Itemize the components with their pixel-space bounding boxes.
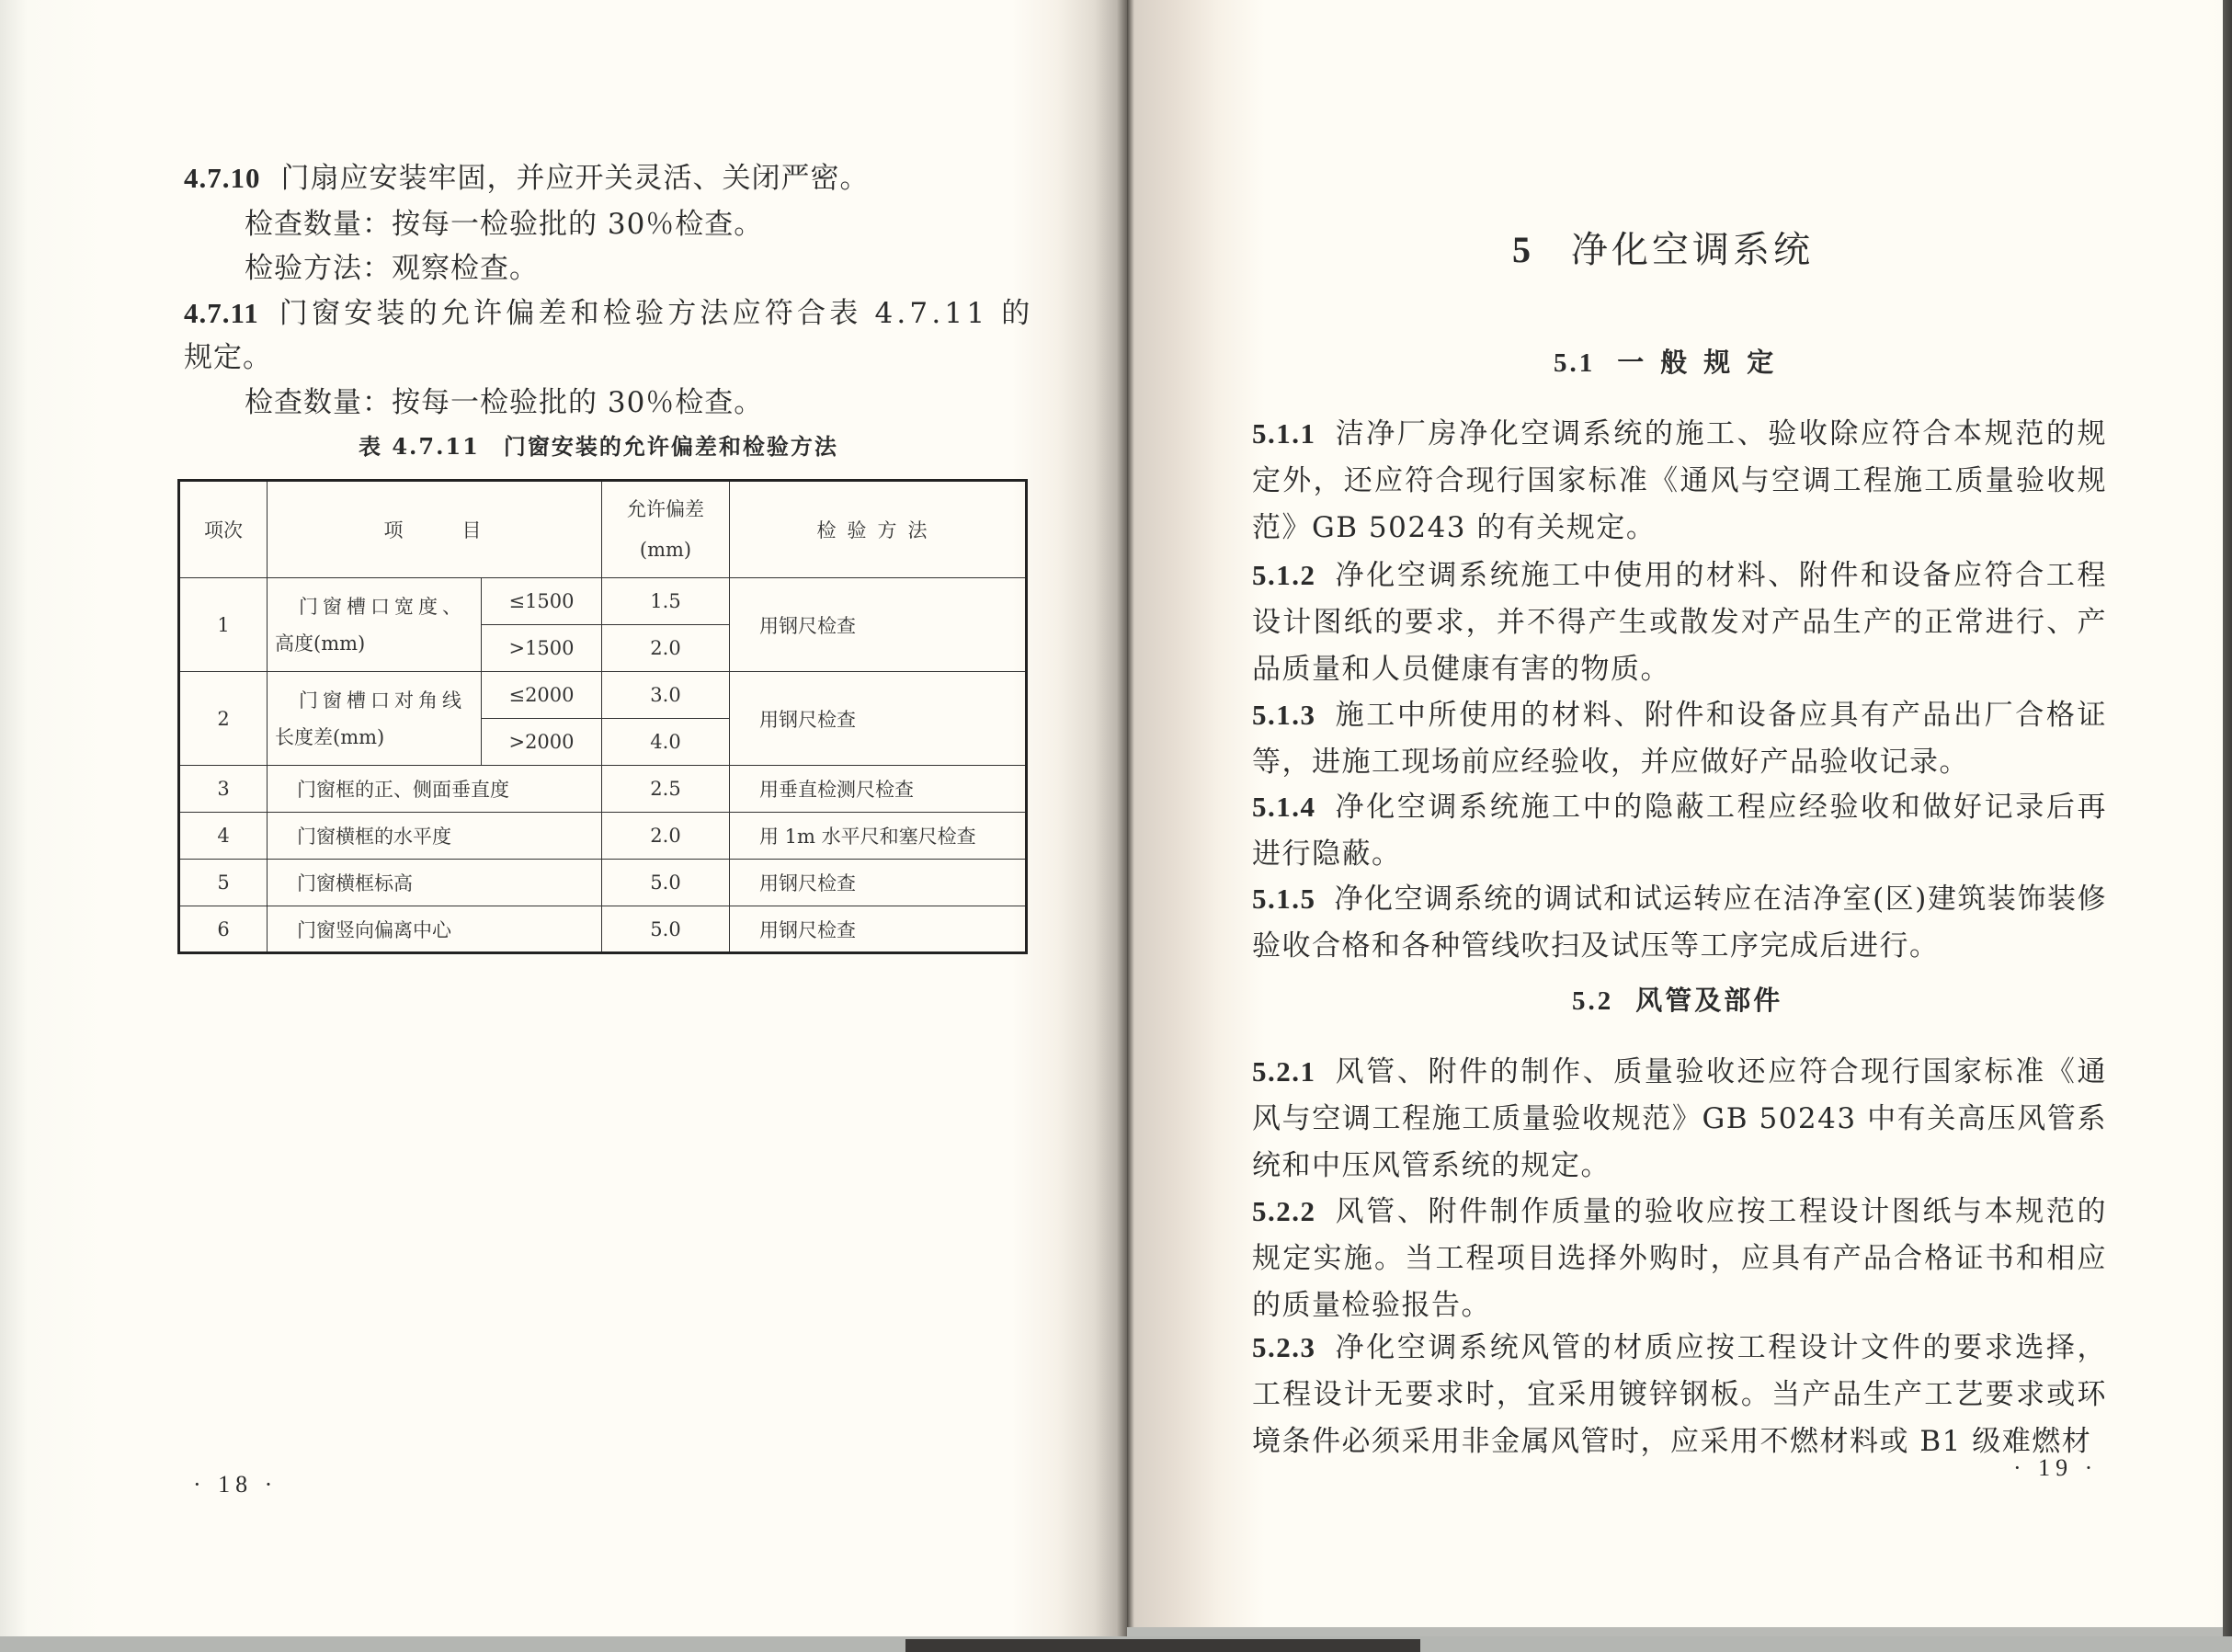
header-tolerance [602, 481, 730, 578]
header-item-b: 目 [461, 519, 485, 541]
table-row [179, 813, 1027, 860]
clause-text: 施工中所使用的材料、附件和设备应具有产品出厂合格证等，进施工现场前应经验收，并应做好产品验收记录。 [1252, 699, 2107, 779]
clause-4-7-10 [184, 156, 870, 200]
clause-text: 风管、附件的制作、质量验收还应符合现行国家标准《通风与空调工程施工质量验收规范》GB 50243 中有关高压风管系统和中压风管系统的规定。 [1252, 1055, 2107, 1182]
row-method: 用钢尺检查 [730, 578, 1027, 672]
row-method: 用垂直检测尺检查 [730, 766, 1027, 813]
clause-number: 5.1.1 [1252, 417, 1316, 450]
clause-text: 净化空调系统的调试和试运转应在洁净室(区)建筑装饰装修验收合格和各种管线吹扫及试压等工序完成后进行。 [1252, 883, 2107, 963]
page-number-value: 18 [218, 1471, 254, 1498]
clause-text: 门扇应安装牢固，并应开关灵活、关闭严密。 [280, 162, 870, 195]
row-item-line1: 门窗槽口宽度、 [299, 595, 466, 618]
row-tolerance: 2.5 [602, 766, 730, 813]
clause-text: 风管、附件制作质量的验收应按工程设计图纸与本规范的规定实施。当工程项目选择外购时，应具有产品合格证书和相应的质量检验报告。 [1252, 1195, 2107, 1322]
row-no: 1 [179, 578, 268, 672]
clause-number: 5.1.3 [1252, 699, 1316, 731]
row-no: 5 [179, 860, 268, 906]
row-method: 用 1m 水平尺和塞尺检查 [730, 813, 1027, 860]
clause-number: 5.1.5 [1252, 883, 1316, 915]
row-tolerance: 2.0 [602, 625, 730, 672]
clause-number: 5.1.2 [1252, 559, 1316, 591]
header-item-a: 项 [383, 519, 407, 541]
table-row [179, 672, 1027, 719]
chapter-number: 5 [1512, 229, 1534, 270]
page-number-value: 19 [2038, 1454, 2074, 1481]
clause-5-1-3 [1252, 691, 2107, 786]
header-item [268, 481, 602, 578]
clause-4-7-11 [184, 291, 1034, 336]
row-no: 6 [179, 906, 268, 953]
tolerance-table [177, 479, 1028, 954]
row-no: 3 [179, 766, 268, 813]
table-row [179, 578, 1027, 625]
clause-5-1-4 [1252, 783, 2107, 878]
header-no: 项次 [179, 481, 268, 578]
clause-5-2-3 [1252, 1324, 2107, 1465]
dot-icon: · [193, 1471, 207, 1498]
section-name: 风管及部件 [1635, 985, 1783, 1016]
clause-text: 洁净厂房净化空调系统的施工、验收除应符合本规范的规定外，还应符合现行国家标准《通风与空调工程施工质量验收规范》GB 50243 的有关规定。 [1252, 417, 2107, 544]
chapter-title [1512, 221, 1814, 273]
inspection-quantity: 检查数量：按每一检验批的 30％检查。 [245, 386, 764, 419]
row-range: ≤2000 [482, 672, 602, 719]
chapter-name: 净化空调系统 [1571, 229, 1814, 271]
row-range: >2000 [482, 719, 602, 766]
spine-shadow [905, 1639, 1420, 1652]
section-title-5-1 [1554, 342, 1790, 380]
inspection-quantity: 检查数量：按每一检验批的 30％检查。 [245, 208, 764, 241]
row-item [268, 672, 482, 766]
section-title-5-2 [1572, 980, 1782, 1018]
row-item: 门窗框的正、侧面垂直度 [268, 766, 602, 813]
table-row [179, 906, 1027, 953]
row-tolerance: 3.0 [602, 672, 730, 719]
row-tolerance: 5.0 [602, 860, 730, 906]
row-item-line2: 高度(mm) [275, 632, 366, 655]
section-name: 一般规定 [1617, 347, 1791, 378]
row-range: ≤1500 [482, 578, 602, 625]
table-header-row [179, 481, 1027, 578]
clause-text: 门窗安装的允许偏差和检验方法应符合表 4.7.11 的 [279, 297, 1034, 330]
table-title: 表 4.7.11 门窗安装的允许偏差和检验方法 [359, 433, 838, 460]
header-tolerance-line1: 允许偏差 [627, 498, 704, 520]
dot-icon: · [2084, 1454, 2099, 1481]
row-item: 门窗横框的水平度 [268, 813, 602, 860]
header-tolerance-line2: (mm) [639, 539, 692, 561]
row-no: 4 [179, 813, 268, 860]
row-method: 用钢尺检查 [730, 860, 1027, 906]
row-tolerance: 2.0 [602, 813, 730, 860]
clause-5-1-1 [1252, 410, 2107, 552]
row-range: >1500 [482, 625, 602, 672]
inspection-method: 检验方法：观察检查。 [245, 252, 539, 285]
section-number: 5.1 [1554, 348, 1596, 378]
clause-5-2-1 [1252, 1048, 2107, 1190]
row-tolerance: 1.5 [602, 578, 730, 625]
row-item-line2: 长度差(mm) [275, 725, 385, 748]
clause-text: 净化空调系统施工中的隐蔽工程应经验收和做好记录后再进行隐蔽。 [1252, 791, 2107, 871]
header-method: 检验方法 [730, 481, 1027, 578]
clause-number: 4.7.10 [184, 162, 261, 194]
row-item-line1: 门窗槽口对角线 [299, 689, 466, 712]
page-number-right [2013, 1454, 2098, 1482]
clause-5-1-2 [1252, 552, 2107, 693]
clause-text: 净化空调系统风管的材质应按工程设计文件的要求选择，工程设计无要求时，宜采用镀锌钢板。当产品生产工艺要求或环境条件必须采用非金属风管时，应采用不燃材料或 B1 级难燃材 [1252, 1331, 2107, 1458]
row-item: 门窗竖向偏离中心 [268, 906, 602, 953]
clause-4-7-11-continued: 规定。 [184, 341, 272, 374]
row-method: 用钢尺检查 [730, 672, 1027, 766]
row-tolerance: 5.0 [602, 906, 730, 953]
table-row [179, 766, 1027, 813]
dot-icon: · [264, 1471, 279, 1498]
clause-number: 5.1.4 [1252, 791, 1316, 823]
dot-icon: · [2013, 1454, 2027, 1481]
row-tolerance: 4.0 [602, 719, 730, 766]
clause-number: 5.2.3 [1252, 1331, 1316, 1363]
page-edge [2223, 0, 2232, 1652]
row-no: 2 [179, 672, 268, 766]
clause-5-1-5 [1252, 875, 2107, 970]
clause-number: 5.2.1 [1252, 1055, 1316, 1088]
clause-text: 净化空调系统施工中使用的材料、附件和设备应符合工程设计图纸的要求，并不得产生或散发对产品生产的正常进行、产品质量和人员健康有害的物质。 [1252, 559, 2107, 686]
row-method: 用钢尺检查 [730, 906, 1027, 953]
clause-number: 4.7.11 [184, 297, 259, 329]
row-item: 门窗横框标高 [268, 860, 602, 906]
clause-number: 5.2.2 [1252, 1195, 1316, 1227]
clause-5-2-2 [1252, 1188, 2107, 1329]
table-row [179, 860, 1027, 906]
page-number-left [193, 1471, 278, 1498]
section-number: 5.2 [1572, 986, 1614, 1016]
row-item [268, 578, 482, 672]
